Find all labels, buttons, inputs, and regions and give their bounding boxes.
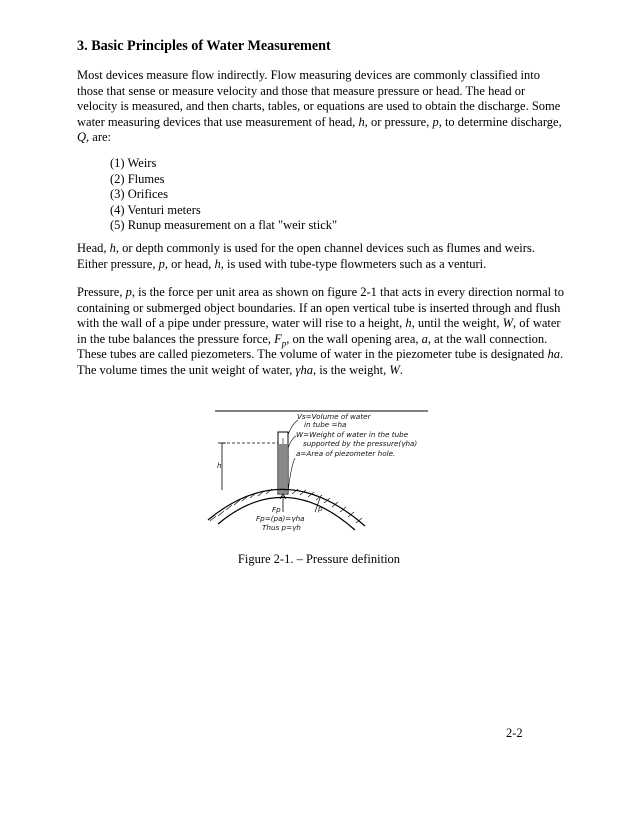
figure-caption: Figure 2-1. – Pressure definition [237, 552, 401, 566]
label-volume-2: in tube =ha [304, 420, 347, 429]
label-weight-2: supported by the pressure(γha) [303, 439, 418, 448]
list-item: (1) Weirs [110, 156, 157, 170]
label-weight-1: W=Weight of water in the tube [296, 430, 409, 439]
section-title: 3. Basic Principles of Water Measurement [77, 38, 331, 54]
list-item: (4) Venturi meters [110, 202, 201, 217]
p-label: p [318, 504, 323, 513]
label-equation-2: Thus p=γh [262, 523, 301, 532]
label-equation-1: Fp=(pa)=γha [256, 514, 305, 523]
pressure-paragraph: Pressure, p, is the force per unit area as shown on figure 2-1 that acts in every direction normal to containing or submerged object boundaries. If an open vertical tube is inserted through and flush with the wall of a pipe under pressure, water will rise to a height, h, until the weight, W, of water in the tube balances the pressure force, $F_p$, on the wall opening area, a, at the wall connection. These tubes are called piezometers. The volume of water in the piezometer tube is designated ha. The volume times the unit weight of water, γha, is the weight, W. [77, 285, 565, 377]
pressure-diagram [200, 408, 450, 540]
water-column [279, 444, 287, 494]
list-item: (5) Runup measurement on a flat "weir stick" [110, 218, 338, 233]
intro-paragraph: Most devices measure flow indirectly. Flow measuring devices are commonly classified into those that sense or measure velocity and those that measure pressure or head. The head or velocity is measured, and then charts, tables, or equations are used to obtain the discharge. Some water measuring devices that use measurement of head, h, or pressure, p, to determine discharge, Q, are: [77, 68, 562, 145]
list-item: (3) Orifices [110, 187, 168, 202]
label-area: a=Area of piezometer hole. [296, 449, 396, 458]
device-list [110, 156, 337, 234]
head-paragraph: Head, h, or depth commonly is used for the open channel devices such as flumes and weirs. Either pressure, p, or head, h, is used with tube-type flowmeters such as a venturi. [77, 241, 535, 271]
page-number: 2-2 [506, 726, 523, 740]
head-label: h [217, 461, 222, 470]
leader-a [288, 458, 295, 492]
fp-label: Fp [272, 505, 281, 514]
leader-w [288, 436, 296, 448]
list-item: (2) Flumes [110, 171, 165, 186]
label-volume-1: Vs=Volume of water [297, 412, 371, 421]
